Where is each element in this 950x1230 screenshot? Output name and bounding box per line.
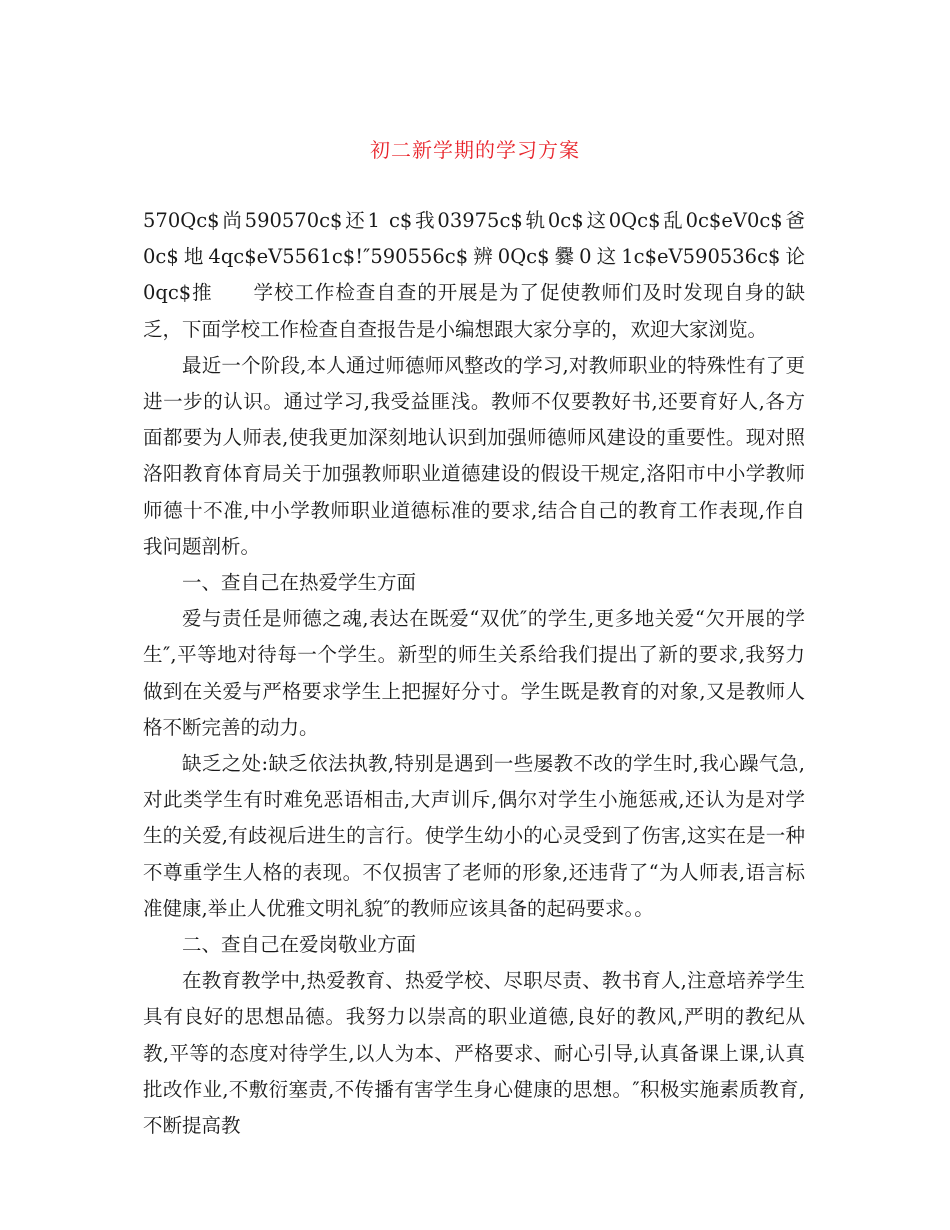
paragraph-shortcomings: 缺乏之处:缺乏依法执教,特别是遇到一些屡教不改的学生时,我心躁气急,对此类学生有时难免恶语相击,大声训斥,偶尔对学生小施惩戒,还认为是对学生的关爱,有歧视后进生的言行。使学生幼小的心灵受到了伤害,这实在是一种不尊重学生人格的表现。不仅损害了老师的形象,还违背了“为人师表,语言标准健康,举止人优雅文明礼貌″的教师应该具备的起码要求。。 xyxy=(143,752,805,920)
section-heading-dedication: 二、查自己在爱岗敬业方面 xyxy=(182,933,417,957)
intro-paragraph: 570Qc$尚590570c$还1 c$我03975c$轨0c$这0Qc$乱0c$eV0c$爸0c$地4qc$eV5561c$!″590556c$辨0Qc$爨0这1c$eV590536c$论0qc$推 学校工作检查自查的开展是为了促使教师们及时发现自身的缺乏，下面学校工作检查自查报告是小编想跟大家分享的，欢迎大家浏览。 xyxy=(143,209,805,341)
document-title: 初二新学期的学习方案 xyxy=(370,138,580,162)
paragraph-self-analysis: 最近一个阶段,本人通过师德师风整改的学习,对教师职业的特殊性有了更进一步的认识。通过学习,我受益匪浅。教师不仅要教好书,还要育好人,各方面都要为人师表,使我更加深刻地认识到加强师德师风建设的重要性。现对照洛阳教育体育局关于加强教师职业道德建设的假设干规定,洛阳市中小学教师师德十不准,中小学教师职业道德标准的要求,结合自己的教育工作表现,作自我问题剖析。 xyxy=(143,353,805,558)
paragraph-teaching: 在教育教学中,热爱教育、热爱学校、尽职尽责、教书育人,注意培养学生具有良好的思想品德。我努力以崇高的职业道德,良好的教风,严明的教纪从教,平等的态度对待学生,以人为本、严格要求、耐心引导,认真备课上课,认真批改作业,不敷衍塞责,不传播有害学生身心健康的思想。″积极实施素质教育,不断提高教 xyxy=(143,969,805,1138)
paragraph-love-responsibility: 爱与责任是师德之魂,表达在既爱“双优″的学生,更多地关爱“欠开展的学生″,平等地对待每一个学生。新型的师生关系给我们提出了新的要求,我努力做到在关爱与严格要求学生上把握好分寸。学生既是教育的对象,又是教师人格不断完善的动力。 xyxy=(143,607,805,739)
document-body xyxy=(143,203,805,1144)
section-heading-love-students: 一、查自己在热爱学生方面 xyxy=(182,571,417,595)
